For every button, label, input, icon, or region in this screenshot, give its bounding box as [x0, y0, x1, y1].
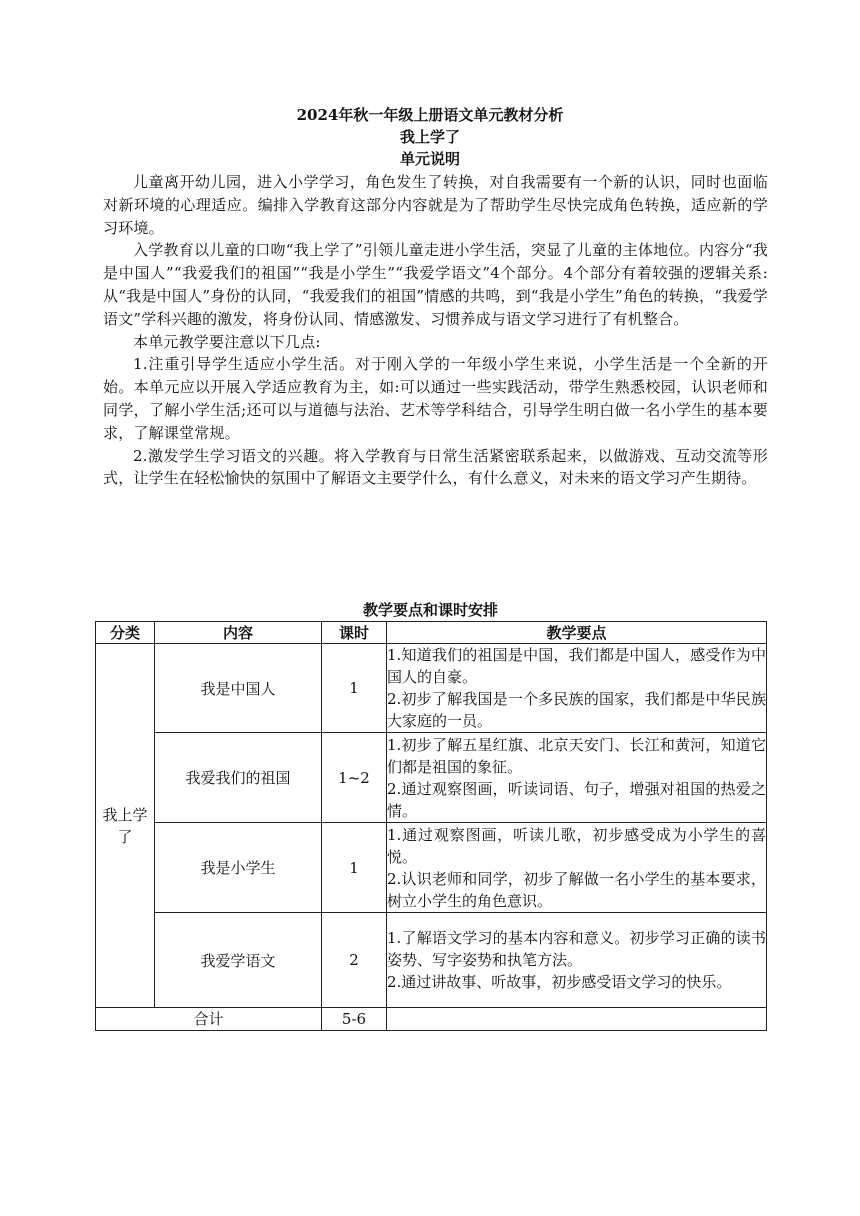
teaching-point: 1.初步了解五星红旗、北京天安门、长江和黄河，知道它们都是祖国的象征。 [387, 735, 766, 776]
table-header-row [96, 622, 767, 644]
table-caption: 教学要点和课时安排 [362, 601, 498, 619]
points-cell [387, 644, 767, 733]
total-periods: 5-6 [322, 1008, 387, 1031]
header-category: 分类 [96, 622, 155, 644]
unit-name: 我上学了 [399, 128, 460, 146]
teaching-point: 2.通过观察图画，听读词语、句子，增强对祖国的热爱之情。 [387, 779, 766, 820]
table-row [96, 644, 767, 733]
table-total-row [96, 1008, 767, 1031]
paragraph: 1.注重引导学生适应小学生活。对于刚入学的一年级小学生来说，小学生活是一个全新的开始。本单元应以开展入学适应教育为主，如:可以通过一些实践活动，带学生熟悉校园，认识老师和同学，了解小学生活;还可以与道德与法治、艺术等学科结合，引导学生明白做一名小学生的基本要求，了解课堂常规。 [103, 355, 768, 442]
header-points: 教学要点 [387, 622, 767, 644]
paragraph: 入学教育以儿童的口吻“我上学了”引领儿童走进小学生活，突显了儿童的主体地位。内容分“我是中国人”“我爱我们的祖国”“我是小学生”“我爱学语文”4个部分。4个部分有着较强的逻辑关系:从“我是中国人”身份的认同，“我爱我们的祖国”情感的共鸣，到“我是小学生”角色的转换，“我爱学语文”学科兴趣的激发，将身份认同、情感激发、习惯养成与语文学习进行了有机整合。 [103, 241, 768, 328]
points-cell [387, 823, 767, 913]
content-cell: 我是中国人 [155, 644, 322, 733]
table-row [96, 823, 767, 913]
content-cell: 我爱学语文 [155, 913, 322, 1008]
teaching-point: 1.了解语文学习的基本内容和意义。初步学习正确的读书姿势、写字姿势和执笔方法。 [387, 929, 766, 969]
document-title: 2024年秋一年级上册语文单元教材分析 [296, 106, 564, 124]
periods-cell: 1~2 [322, 733, 387, 823]
points-cell [387, 913, 767, 1008]
teaching-point: 2.通过讲故事、听故事，初步感受语文学习的快乐。 [387, 973, 732, 991]
lesson-table [95, 621, 767, 1031]
header-periods: 课时 [322, 622, 387, 644]
category-cell: 我上学了 [96, 644, 155, 1008]
teaching-point: 2.认识老师和同学，初步了解做一名小学生的基本要求，树立小学生的角色意识。 [387, 869, 766, 910]
section-heading: 单元说明 [399, 150, 460, 168]
periods-cell: 1 [322, 644, 387, 733]
unit-description [103, 171, 768, 490]
teaching-point: 1.通过观察图画，听读儿歌，初步感受成为小学生的喜悦。 [387, 825, 766, 866]
points-cell [387, 733, 767, 823]
paragraph: 2.激发学生学习语文的兴趣。将入学教育与日常生活紧密联系起来，以做游戏、互动交流等形式，让学生在轻松愉快的氛围中了解语文主要学什么，有什么意义，对未来的语文学习产生期待。 [103, 446, 768, 488]
total-label: 合计 [96, 1008, 322, 1031]
periods-cell: 2 [322, 913, 387, 1008]
teaching-point: 1.知道我们的祖国是中国，我们都是中国人，感受作为中国人的自豪。 [387, 646, 766, 686]
paragraph: 儿童离开幼儿园，进入小学学习，角色发生了转换，对自我需要有一个新的认识，同时也面临对新环境的心理适应。编排入学教育这部分内容就是为了帮助学生尽快完成角色转换，适应新的学习环境。 [103, 173, 768, 237]
total-points [387, 1008, 767, 1031]
table-row [96, 913, 767, 1008]
content-cell: 我是小学生 [155, 823, 322, 913]
periods-cell: 1 [322, 823, 387, 913]
table-row [96, 733, 767, 823]
header-content: 内容 [155, 622, 322, 644]
paragraph: 本单元教学要注意以下几点: [133, 332, 321, 351]
teaching-point: 2.初步了解我国是一个多民族的国家，我们都是中华民族大家庭的一员。 [387, 690, 766, 730]
content-cell: 我爱我们的祖国 [155, 733, 322, 823]
